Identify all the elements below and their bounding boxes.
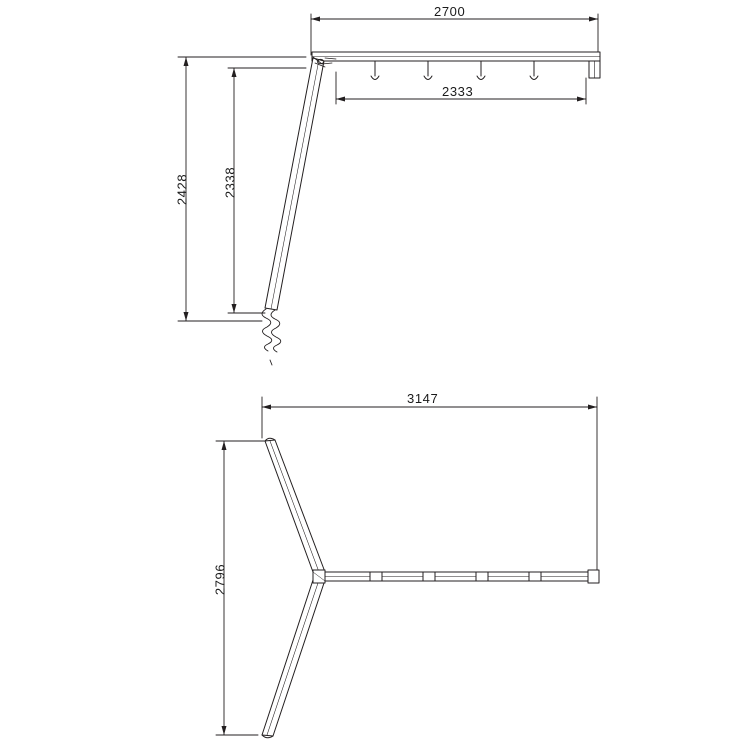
dimension-label-2796: 2796 [212,563,228,596]
dimension-label-2428: 2428 [174,173,190,206]
dimension-label-2700: 2700 [434,4,466,19]
plan-arm-upper [265,438,325,572]
dimension-2428 [178,57,306,321]
dimension-label-2333: 2333 [442,84,474,99]
dimension-label-3147: 3147 [407,391,439,406]
dimension-label-2338: 2338 [222,166,238,199]
plan-beam [313,570,599,583]
plan-junction [313,570,325,583]
top-beam [312,52,600,78]
beam-hooks [371,61,538,80]
angled-post [265,58,324,310]
plan-arm-lower [262,580,325,738]
auger-foot [262,309,281,365]
